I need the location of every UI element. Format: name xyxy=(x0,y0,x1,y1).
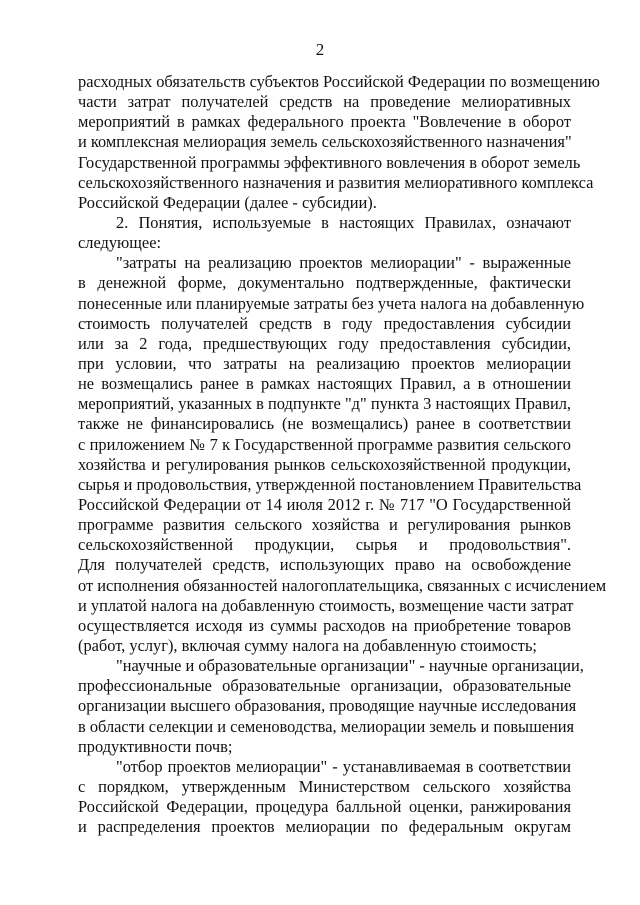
text-line: не возмещались ранее в рамках настоящих Правил, а в отношении xyxy=(78,374,571,394)
text-line: программе развития сельского хозяйства и регулирования рынков xyxy=(78,515,571,535)
text-line: в области селекции и семеноводства, мелиорации земель и повышения xyxy=(78,716,575,736)
text-line: Российской Федерации, процедура балльной оценки, ранжирования xyxy=(78,797,571,817)
text-line: или за 2 года, предшествующих году предоставления субсидии, xyxy=(78,333,571,353)
text-line: с порядком, утвержденным Министерством сельского хозяйства xyxy=(78,776,571,796)
text-line: (работ, услуг), включая сумму налога на добавленную стоимость; xyxy=(78,635,537,655)
text-line: от исполнения обязанностей налогоплательщика, связанных с исчислением xyxy=(78,575,607,595)
text-line: сельскохозяйственного назначения и развития мелиоративного комплекса xyxy=(78,172,594,192)
text-line: Государственной программы эффективного вовлечения в оборот земель xyxy=(78,152,581,172)
text-line: и распределения проектов мелиорации по федеральным округам xyxy=(78,817,571,837)
text-line: и комплексная мелиорация земель сельскохозяйственного назначения" xyxy=(78,132,572,152)
text-line: хозяйства и регулирования рынков сельскохозяйственной продукции, xyxy=(78,454,571,474)
text-line: Российской Федерации от 14 июля 2012 г. № 717 "О Государственной xyxy=(78,494,571,514)
text-line: "научные и образовательные организации" - научные организации, xyxy=(116,656,584,676)
text-line: "отбор проектов мелиорации" - устанавливаемая в соответствии xyxy=(116,756,571,776)
text-line: продуктивности почв; xyxy=(78,736,233,756)
text-line: при условии, что затраты на реализацию проектов мелиорации xyxy=(78,353,571,373)
text-line: осуществляется исходя из суммы расходов на приобретение товаров xyxy=(78,615,571,635)
text-line: Для получателей средств, использующих право на освобождение xyxy=(78,555,571,575)
text-line: также не финансировались (не возмещались) ранее в соответствии xyxy=(78,414,571,434)
text-line: в денежной форме, документально подтвержденные, фактически xyxy=(78,273,571,293)
text-line: организации высшего образования, проводящие научные исследования xyxy=(78,696,577,716)
text-line: с приложением № 7 к Государственной программе развития сельского xyxy=(78,434,571,454)
text-line: профессиональные образовательные организации, образовательные xyxy=(78,676,571,696)
page-number: 2 xyxy=(315,40,325,59)
text-line: части затрат получателей средств на проведение мелиоративных xyxy=(78,92,571,112)
text-line: мероприятий в рамках федерального проекта "Вовлечение в оборот xyxy=(78,112,571,132)
text-line: расходных обязательств субъектов Российской Федерации по возмещению xyxy=(78,72,600,91)
text-line: сырья и продовольствия, утвержденной постановлением Правительства xyxy=(78,474,582,494)
text-line: мероприятий, указанных в подпункте "д" пункта 3 настоящих Правил, xyxy=(78,394,571,414)
text-line: "затраты на реализацию проектов мелиорации" - выраженные xyxy=(116,253,571,273)
text-line: Российской Федерации (далее - субсидии). xyxy=(78,192,377,212)
text-line: 2. Понятия, используемые в настоящих Правилах, означают xyxy=(116,212,571,232)
text-line: сельскохозяйственной продукции, сырья и продовольствия". xyxy=(78,535,571,555)
text-line: и уплатой налога на добавленную стоимость, возмещение части затрат xyxy=(78,595,574,615)
text-line: следующее: xyxy=(78,233,162,253)
text-line: стоимость получателей средств в году предоставления субсидии xyxy=(78,313,571,333)
document-body xyxy=(78,72,607,837)
text-line: понесенные или планируемые затраты без учета налога на добавленную xyxy=(78,293,585,313)
